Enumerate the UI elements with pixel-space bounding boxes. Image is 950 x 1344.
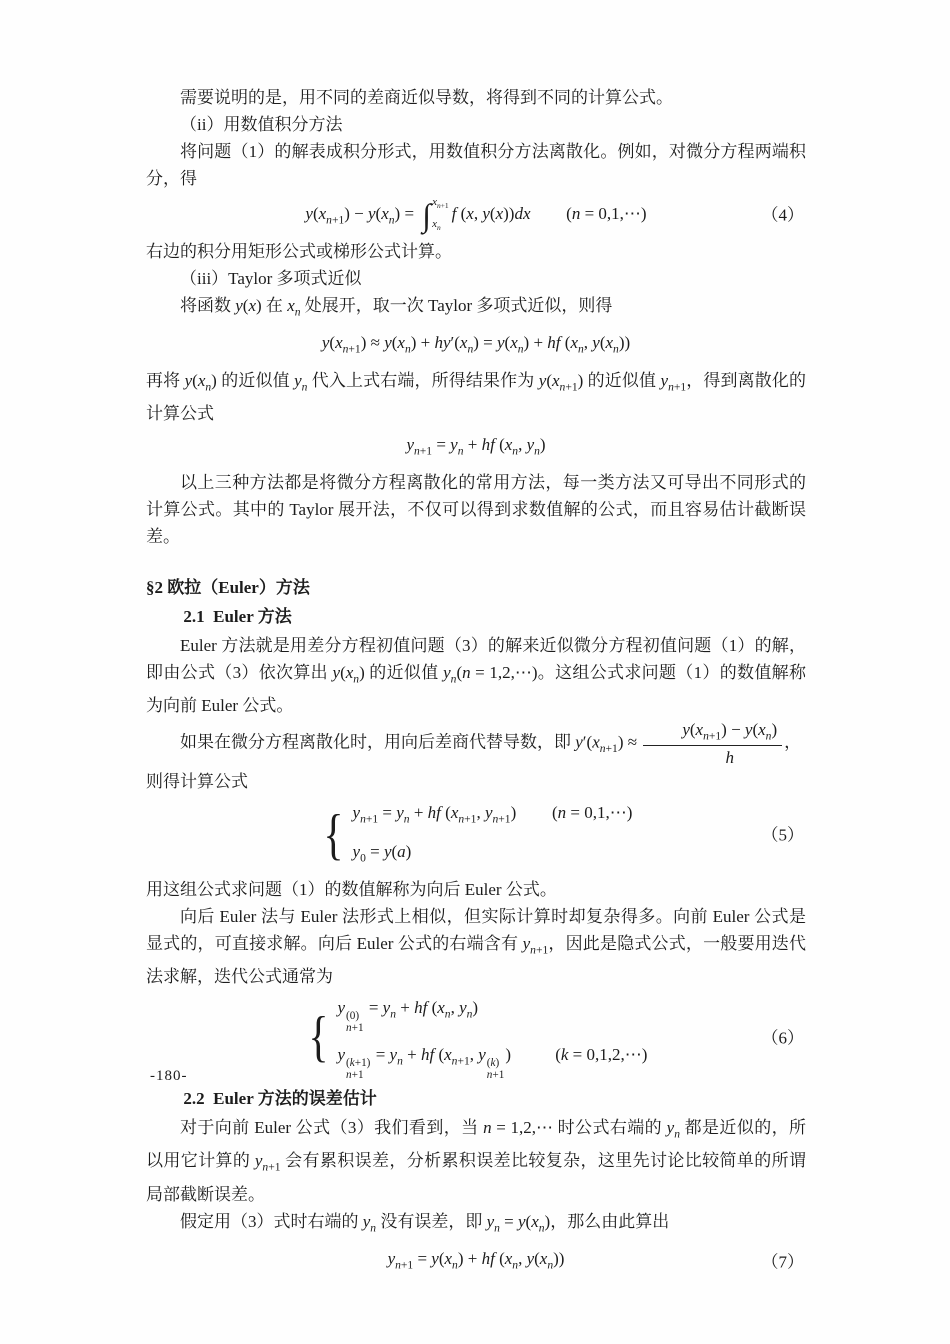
equation-5: [146, 799, 806, 872]
equation-forward-euler-body: $y_{n+1} = y_n$ + hf ($x_n$, $y_n$): [406, 435, 546, 458]
paragraph-taylor-expand: 将函数 y(x) 在 $x_n$ 处展开，取一次 Taylor 多项式近似，则得: [180, 296, 613, 319]
equation-taylor: [146, 329, 806, 362]
equation-forward-euler: [146, 431, 806, 464]
text-column: [146, 84, 806, 1283]
paragraph-backward-euler-name: 用这组公式求问题（1）的数值解称为向后 Euler 公式。: [146, 879, 557, 899]
paragraph-integral-method: 将问题（1）的解表成积分形式，用数值积分方法离散化。例如，对微分方程两端积分，得: [146, 142, 806, 188]
equation-7-number: （7）: [761, 1252, 804, 1272]
equation-7: [146, 1245, 806, 1278]
page-number: -180-: [150, 1068, 188, 1084]
equation-taylor-body: $y(x_{n+1}) \approx y(x_n) + hy'(x_n) = y(x_n)$ + hf ($x_n$, $y(x_n)$): [321, 333, 631, 356]
equation-5-number: （5）: [761, 825, 804, 845]
item-iii-heading: （iii）Taylor 多项式近似: [180, 269, 362, 288]
equation-6-body: { y (0) n+1 = $y_n$ + hf ($x_n$, $y_n$) y (k+1) n+1 = $y_n$ + hf ($x_{n+1}$, y (k) n+1 ) (k = 0,1,2,⋯): [307, 998, 648, 1081]
section-heading-euler: §2 欧拉（Euler）方法: [146, 577, 310, 597]
equation-4: [146, 196, 806, 234]
equation-7-body: $y_{n+1} = y(x_n)$ + hf ($x_n$, $y(x_n)$): [387, 1249, 565, 1272]
paragraph-error-discussion: 对于向前 Euler 公式（3）我们看到，当 n = 1,2,⋯ 时公式右端的 $y_n$ 都是近似的，所以用它计算的 $y_{n+1}$ 会有累积误差，分析累积误差比较复杂，这里先讨论比较简单的所谓局部截断误差。: [146, 1117, 806, 1204]
equation-6-number: （6）: [761, 1028, 804, 1048]
subsection-heading-2-1: 2.1 Euler 方法: [183, 606, 292, 626]
equation-4-body: $y(x_{n+1}) - y(x_n)$ = ∫ $x_{n+1}$ $x_n$ f (x, y(x))dx (n = 0,1,⋯): [305, 196, 647, 233]
subsection-heading-2-2: 2.2 Euler 方法的误差估计: [183, 1088, 377, 1108]
paragraph-implicit: 向后 Euler 法与 Euler 法形式上相似，但实际计算时却复杂得多。向前 Euler 公式是显式的，可直接求解。向后 Euler 公式的右端含有 $y_{n+1}$，因此是隐式公式，一般要用迭代法求解，迭代公式通常为: [146, 906, 806, 987]
paragraph-three-methods: 以上三种方法都是将微分方程离散化的常用方法，每一类方法又可导出不同形式的计算公式。其中的 Taylor 展开法，不仅可以得到求数值解的公式，而且容易估计截断误差。: [146, 472, 806, 546]
equation-5-body: { $y_{n+1} = y_n$ + hf ($x_{n+1}$, $y_{n+1}$) (n = 0,1,⋯) $y_0 = y(a)$: [323, 803, 633, 866]
paragraph-rect-trapezoid: 右边的积分用矩形公式或梯形公式计算。: [146, 242, 452, 261]
item-ii-heading: （ii）用数值积分方法: [180, 115, 343, 134]
paragraph-assume: 假定用（3）式时右端的 $y_n$ 没有误差，即 $y_n = y(x_n)$，那么由此算出: [180, 1211, 670, 1235]
equation-4-number: （4）: [761, 205, 804, 225]
paragraph-note: 需要说明的是，用不同的差商近似导数，将得到不同的计算公式。: [180, 88, 673, 107]
paragraph-substitute: 再将 $y(x_n)$ 的近似值 $y_n$ 代入上式右端，所得结果作为 $y(x_{n+1})$ 的近似值 $y_{n+1}$，得到离散化的计算公式: [146, 370, 807, 424]
equation-6: [146, 994, 806, 1081]
paragraph-euler-method: Euler 方法就是用差分方程初值问题（3）的解来近似微分方程初值问题（1）的解，即由公式（3）依次算出 $y(x_n)$ 的近似值 $y_n(n$ = 1,2,⋯)。这组公式求问题（1）的数值解称为向前 Euler 公式。: [146, 635, 806, 715]
paragraph-backward-difference: 如果在微分方程离散化时，用向后差商代替导数，即 $y'(x_{n+1})$ ≈ $\frac{y(x_{n+1}) - y(x_n)}{h}$ ， 则得计算公式: [146, 719, 802, 792]
